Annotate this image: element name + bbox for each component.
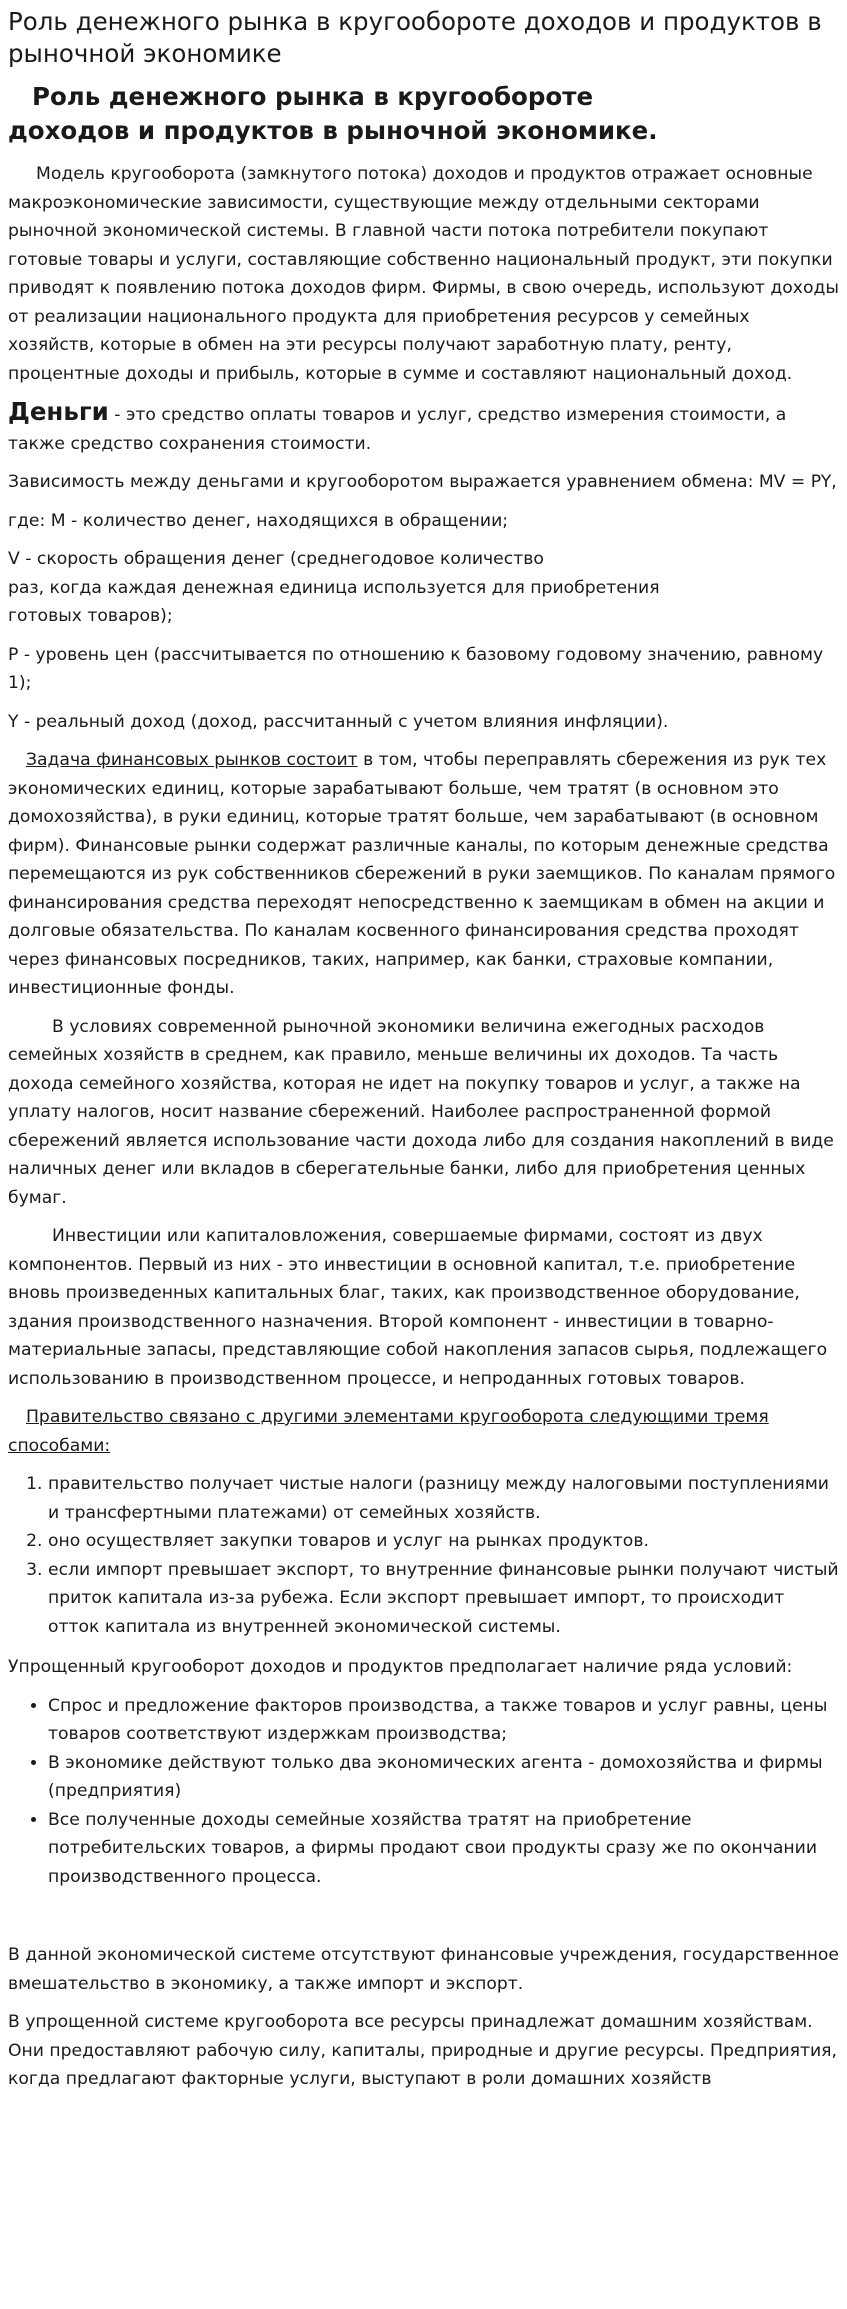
no-institutions-paragraph: В данной экономической системе отсутствуют финансовые учреждения, государственное вмешательство в экономику, а также импорт и экспорт. xyxy=(8,1945,839,1994)
intro-paragraph: Модель кругооборота (замкнутого потока) доходов и продуктов отражает основные макроэкономические зависимости, существующие между отдельными секторами рыночной экономической системы. В главной части потока потребители покупают готовые товары и услуги, составляющие собственно национальный продукт, эти покупки приводят к появлению потока доходов фирм. Фирмы, в свою очередь, используют доходы от реализации национального продукта для приобретения ресурсов у семейных хозяйств, которые в обмен на эти ресурсы получают заработную плату, ренту, процентные доходы и прибыль, которые в сумме и составляют национальный доход. xyxy=(8,164,839,384)
government-lead: Правительство связано с другими элементами кругооборота следующими тремя способами: xyxy=(8,1407,769,1456)
list-item: • Все полученные доходы семейные хозяйства тратят на приобретение потребительских товаров, а фирмы продают свои продукты сразу же по окончании производственного процесса. xyxy=(48,1806,839,1892)
definition-p: P - уровень цен (рассчитывается по отношению к базовому годовому значению, равному 1); xyxy=(8,644,824,693)
document-title: Роль денежного рынка в кругообороте доходов и продуктов в рыночной экономике xyxy=(8,7,822,68)
definition-y: Y - реальный доход (доход, рассчитанный с учетом влияния инфляции). xyxy=(8,711,669,732)
government-lead-paragraph xyxy=(8,1403,839,1460)
investment-paragraph: Инвестиции или капиталовложения, совершаемые фирмами, состоят из двух компонентов. Первый из них - это инвестиции в основной капитал, т.е. приобретение вновь произведенных капитальных благ, таких, как производственное оборудование, здания производственного назначения. Второй компонент - инвестиции в товарно-материальные запасы, представляющие собой накопления запасов сырья, подлежащего использованию в производственном процессе, и непроданных готовых товаров. xyxy=(8,1226,828,1389)
savings-paragraph: В условиях современной рыночной экономики величина ежегодных расходов семейных хозяйств в среднем, как правило, меньше величины их доходов. Та часть дохода семейного хозяйства, которая не идет на покупку товаров и услуг, а также на уплату налогов, носит название сбережений. Наиболее распространенной формой сбережений является использование части дохода либо для создания накоплений в виде наличных денег или вкладов в сберегательные банки, либо для приобретения ценных бумаг. xyxy=(8,1016,834,1208)
article-heading-line1: Роль денежного рынка в кругообороте xyxy=(32,82,594,111)
government-ways-list xyxy=(8,1470,839,1641)
list-item: • В экономике действуют только два экономических агента - домохозяйства и фирмы (предприятия) xyxy=(48,1749,839,1806)
definition-v xyxy=(8,545,839,631)
spacer xyxy=(8,1903,839,1941)
money-definition: - это средство оплаты товаров и услуг, средство измерения стоимости, а также средство сохранения стоимости. xyxy=(8,405,787,454)
definition-v-line1: V - скорость обращения денег (среднегодовое количество xyxy=(8,549,544,569)
conditions-list xyxy=(8,1692,839,1892)
exchange-equation-paragraph: Зависимость между деньгами и кругооборотом выражается уравнением обмена: MV = PY, xyxy=(8,472,837,492)
money-definition-paragraph xyxy=(8,398,839,458)
definition-m: где: M - количество денег, находящихся в обращении; xyxy=(8,510,509,531)
list-item: • Спрос и предложение факторов производства, а также товаров и услуг равны, цены товаров соответствуют издержкам производства; xyxy=(48,1692,839,1749)
money-term: Деньги xyxy=(8,397,109,426)
definition-v-line3: готовых товаров); xyxy=(8,606,173,626)
closing-paragraph: В упрощенной системе кругооборота все ресурсы принадлежат домашним хозяйствам. Они предоставляют рабочую силу, капиталы, природные и другие ресурсы. Предприятия, когда предлагают факторные услуги, выступают в роли домашних хозяйств xyxy=(8,2012,837,2089)
financial-markets-paragraph xyxy=(8,746,839,1003)
list-item: 2. оно осуществляет закупки товаров и услуг на рынках продуктов. xyxy=(48,1527,839,1556)
financial-markets-text: в том, чтобы переправлять сбережения из рук тех экономических единиц, которые зарабатывают больше, чем тратят (в основном это домохозяйства), в руки единиц, которые тратят больше, чем зарабатывают (в основном фирм). Финансовые рынки содержат различные каналы, по которым денежные средства перемещаются из рук собственников сбережений в руки заемщиков. По каналам прямого финансирования средства переходят непосредственно к заемщикам в обмен на акции и долговые обязательства. По каналам косвенного финансирования средства проходят через финансовых посредников, таких, например, как банки, страховые компании, инвестиционные фонды. xyxy=(8,750,836,998)
article-heading xyxy=(8,80,839,148)
article-heading-line2: доходов и продуктов в рыночной экономике. xyxy=(8,116,658,145)
definition-v-line2: раз, когда каждая денежная единица используется для приобретения xyxy=(8,577,660,598)
list-item: 1. правительство получает чистые налоги (разницу между налоговыми поступлениями и трансфертными платежами) от семейных хозяйств. xyxy=(48,1470,839,1527)
list-item: 3. если импорт превышает экспорт, то внутренние финансовые рынки получают чистый приток капитала из-за рубежа. Если экспорт превышает импорт, то происходит отток капитала из внутренней экономической системы. xyxy=(48,1556,839,1642)
simplified-lead-paragraph: Упрощенный кругооборот доходов и продуктов предполагает наличие ряда условий: xyxy=(8,1657,793,1677)
financial-markets-lead: Задача финансовых рынков состоит xyxy=(26,750,358,770)
